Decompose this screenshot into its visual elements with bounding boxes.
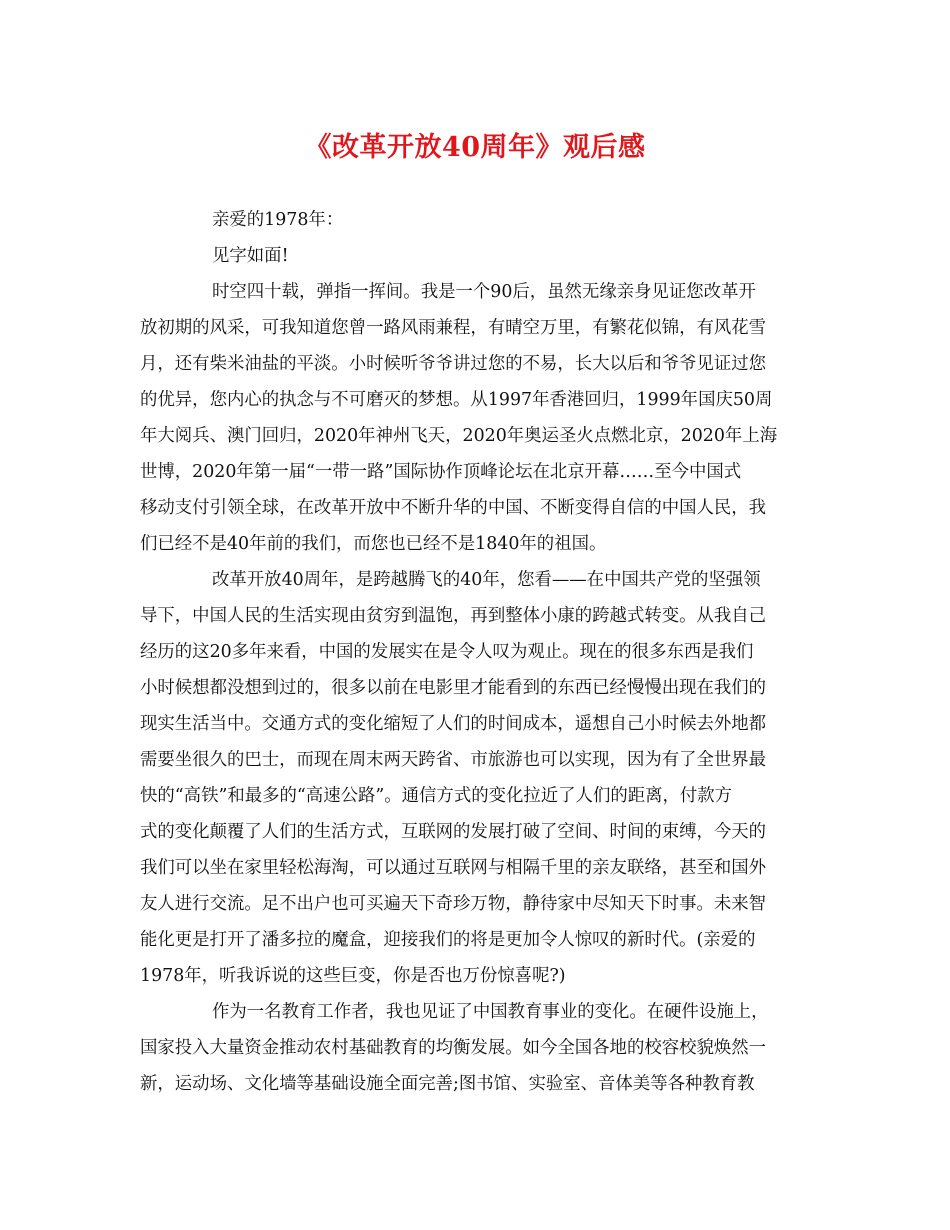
- paragraph-line: 友人进行交流。足不出户也可买遍天下奇珍万物，静待家中尽知天下时事。未来智: [140, 894, 767, 914]
- paragraph-line: 世博，2020年第一届“一带一路”国际协作顶峰论坛在北京开幕……至今中国式: [140, 462, 742, 482]
- paragraph-line: 们已经不是40年前的我们，而您也已经不是1840年的祖国。: [140, 534, 607, 554]
- paragraph-line: 作为一名教育工作者，我也见证了中国教育事业的变化。在硬件设施上，: [212, 1002, 769, 1022]
- paragraph-line: 新，运动场、文化墙等基础设施全面完善;图书馆、实验室、音体美等各种教育教: [140, 1074, 755, 1094]
- paragraph-line: 国家投入大量资金推动农村基础教育的均衡发展。如今全国各地的校容校貌焕然一: [140, 1038, 767, 1058]
- paragraph-line: 小时候想都没想到过的，很多以前在电影里才能看到的东西已经慢慢出现在我们的: [140, 678, 767, 698]
- paragraph-line: 年大阅兵、澳门回归，2020年神州飞天，2020年奥运圣火点燃北京，2020年上海: [140, 426, 778, 446]
- paragraph-line: 现实生活当中。交通方式的变化缩短了人们的时间成本，遥想自己小时候去外地都: [140, 714, 767, 734]
- paragraph-line: 经历的这20多年来看，中国的发展实在是令人叹为观止。现在的很多东西是我们: [140, 642, 754, 662]
- paragraph-3: [140, 994, 812, 1102]
- paragraph-line: 放初期的风采，可我知道您曾一路风雨兼程，有晴空万里，有繁花似锦，有风花雪: [140, 318, 767, 338]
- paragraph-line: 时空四十载，弹指一挥间。我是一个90后，虽然无缘亲身见证您改革开: [212, 282, 756, 302]
- salutation: 亲爱的1978年：: [212, 210, 344, 230]
- paragraph-1: [140, 274, 812, 562]
- paragraph-2: [140, 562, 812, 994]
- paragraph-line: 需要坐很久的巴士，而现在周末两天跨省、市旅游也可以实现，因为有了全世界最: [140, 750, 767, 770]
- paragraph-line: 1978年，听我诉说的这些巨变，你是否也万份惊喜呢?): [140, 966, 566, 986]
- document-body: [140, 202, 812, 1102]
- paragraph-line: 的优异，您内心的执念与不可磨灭的梦想。从1997年香港回归，1999年国庆50周: [140, 390, 773, 410]
- paragraph-line: 式的变化颠覆了人们的生活方式，互联网的发展打破了空间、时间的束缚，今天的: [140, 822, 767, 842]
- paragraph-line: 改革开放40周年，是跨越腾飞的40年，您看——在中国共产党的坚强领: [212, 570, 761, 590]
- paragraph-line: 导下，中国人民的生活实现由贫穷到温饱，再到整体小康的跨越式转变。从我自己: [140, 606, 767, 626]
- paragraph-line: 快的“高铁”和最多的“高速公路”。通信方式的变化拉近了人们的距离，付款方: [140, 786, 733, 806]
- paragraph-line: 能化更是打开了潘多拉的魔盒，迎接我们的将是更加令人惊叹的新时代。(亲爱的: [140, 930, 756, 950]
- opening-line: 见字如面!: [212, 246, 289, 266]
- document-title: 《改革开放40周年》观后感: [304, 132, 646, 163]
- paragraph-line: 月，还有柴米油盐的平淡。小时候听爷爷讲过您的不易，长大以后和爷爷见证过您: [140, 354, 767, 374]
- paragraph-line: 移动支付引领全球，在改革开放中不断升华的中国、不断变得自信的中国人民，我: [140, 498, 767, 518]
- paragraph-line: 我们可以坐在家里轻松海淘，可以通过互联网与相隔千里的亲友联络，甚至和国外: [140, 858, 767, 878]
